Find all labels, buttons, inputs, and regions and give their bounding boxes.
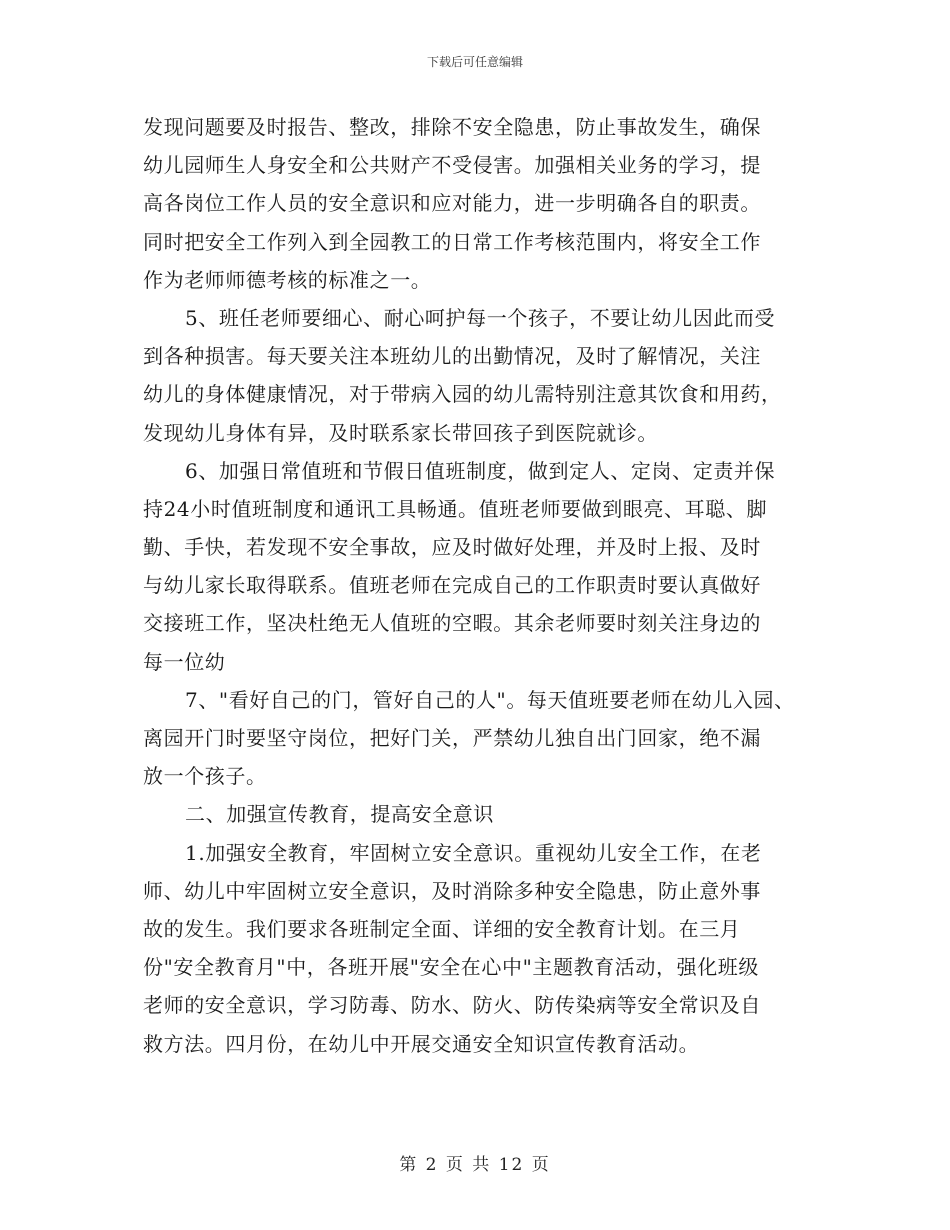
- text-line: 交接班工作，坚决杜绝无人值班的空暇。其余老师要时刻关注身边的: [143, 611, 761, 636]
- text-line: 6、加强日常值班和节假日值班制度，做到定人、定岗、定责并保: [185, 458, 776, 483]
- text-line: 故的发生。我们要求各班制定全面、详细的安全教育计划。在三月: [143, 916, 741, 941]
- text-line: 老师的安全意识，学习防毒、防水、防火、防传染病等安全常识及自: [143, 993, 761, 1018]
- text-line: 5、班任老师要细心、耐心呵护每一个孩子，不要让幼儿因此而受: [185, 305, 776, 330]
- text-line: 二、加强宣传教育，提高安全意识: [185, 802, 494, 827]
- text-line: 离园开门时要坚守岗位，把好门关，严禁幼儿独自出门回家，绝不漏: [143, 726, 761, 750]
- text-line: 1.加强安全教育，牢固树立安全意识。重视幼儿安全工作，在老: [185, 840, 762, 865]
- text-line: 7、"看好自己的门，管好自己的人"。每天值班要老师在幼儿入园、: [185, 687, 795, 712]
- text-line: 发现问题要及时报告、整改，排除不安全隐患，防止事故发生，确保: [143, 115, 761, 139]
- text-line: 幼儿的身体健康情况，对于带病入园的幼儿需特别注意其饮食和用药，: [143, 382, 782, 407]
- document-body: [143, 108, 813, 1063]
- text-line: 同时把安全工作列入到全园教工的日常工作考核范围内，将安全工作: [143, 229, 761, 254]
- text-line: 与幼儿家长取得联系。值班老师在完成自己的工作职责时要认真做好: [143, 573, 761, 598]
- text-line: 持24小时值班制度和通讯工具畅通。值班老师要做到眼亮、耳聪、脚: [143, 496, 768, 521]
- page-header: 下载后可任意编辑: [426, 55, 523, 69]
- text-line: 师、幼儿中牢固树立安全意识，及时消除多种安全隐患，防止意外事: [143, 878, 761, 903]
- text-line: 救方法。四月份，在幼儿中开展交通安全知识宣传教育活动。: [143, 1031, 700, 1056]
- text-line: 作为老师师德考核的标准之一。: [143, 267, 432, 292]
- text-line: 幼儿园师生人身安全和公共财产不受侵害。加强相关业务的学习，提: [143, 153, 761, 178]
- text-line: 勤、手快，若发现不安全事故，应及时做好处理，并及时上报、及时: [143, 535, 761, 560]
- text-line: 份"安全教育月"中，各班开展"安全在心中"主题教育活动，强化班级: [143, 955, 759, 980]
- text-line: 每一位幼: [143, 649, 226, 674]
- text-line: 放一个孩子。: [143, 764, 267, 789]
- text-line: 高各岗位工作人员的安全意识和应对能力，进一步明确各自的职责。: [143, 191, 761, 216]
- text-line: 发现幼儿身体有异，及时联系家长带回孩子到医院就诊。: [143, 420, 658, 445]
- page-footer: 第 2 页 共 12 页: [399, 1155, 551, 1175]
- text-line: 到各种损害。每天要关注本班幼儿的出勤情况，及时了解情况，关注: [143, 344, 761, 369]
